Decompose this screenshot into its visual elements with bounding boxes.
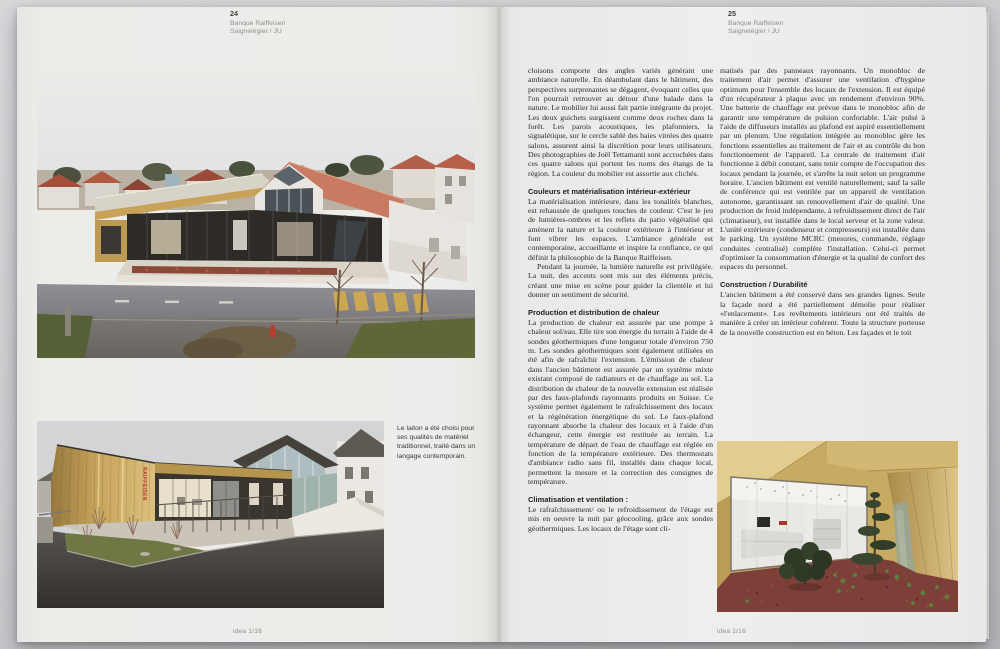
page-stack-edges [986,12,989,639]
page-footer-left: idea 1/16 [233,628,262,635]
project-title: Banque Raiffeisen [230,19,286,27]
page-number: 24 [230,9,238,18]
section-heading: Production et distribution de chaleur [528,308,660,317]
page-footer-right: idea 1/16 [717,628,746,635]
project-location: Saignelégier / JU [728,28,780,36]
monitor [757,517,770,527]
page-24 [17,7,498,642]
magazine-spread [17,7,986,642]
photo-bank-street-view [37,70,475,358]
section-heading: Couleurs et matérialisation intérieur-extérieur [528,186,691,196]
photo-caption: Le laiton a été choisi pour ses qualités de matériel traditionnel, traité dans un langage contemporain. [397,425,476,460]
raiffeisen-sign-text: RAIFFEISEN [141,467,147,501]
paragraph: Le rafraîchissement/ ou le refroidissement de l'étage est mis en oeuvre la nuit par géocooling, grâce aux sondes géothermiques. Les locaux de l'étage sont cli- [528,504,713,533]
paragraph: L'ancien bâtiment a été conservé dans ses grandes lignes. Seule la façade nord a été partiellement démolie pour réaliser «l'enlacement». Les revêtements intérieurs ont été traités de manière à créer un intérieur cohérent. Toute la structure porteuse de la nouvelle construction est en béton. Les façades et le toit [720,290,925,337]
section-heading: Climatisation et ventilation : [528,494,629,504]
text-column-2 [720,66,925,444]
project-title: Banque Raiffeisen [728,19,784,27]
paragraph: Pendant la journée, la lumière naturelle est privilégiée. La nuit, des accents sont mis sur des éléments précis, créant une mise en scène pour guider la clientèle et lui donner un sentiment de sécurité. [528,262,713,300]
page-25 [498,7,986,642]
page-header-left [230,10,285,37]
page-header-right [728,10,783,37]
page-number: 25 [728,9,736,18]
text-column-1 [528,66,713,622]
paragraph: La production de chaleur est assurée par une pompe à chaleur sol/eau. Elle tire son énergie du terrain à l'aide de 4 sondes géothermiques d'une longueur totale d'environ 750 m. Les sondes géothermiques sont également utilisées en été afin de rafraîchir l'extension. L'émission de chaleur dans l'ancien bâtiment est assurée par un système mixte existant composé de radiateurs et de chauffage au sol. La distribution de chaleur de la nouvelle extension est réalisée par des faux-plafonds rayonnants produits en Suisse. Ce système permet également le rafraîchissement des locaux et la régénération énergétique du sol. Le faux-plafond rayonnant absorbe la chaleur des locaux et à l'aide d'un échangeur, cette énergie est restituée au terrain. La température de départ de l'eau de chauffage est réglée en fonction de la température extérieure. Des thermostats d'ambiance radio sans fil, installés dans chaque local, permettent la mesure et la correction des consignes de température. [528,318,713,486]
fire-hydrant [270,328,275,337]
paragraph: cloisons comporte des angles variés générant une ambiance naturelle. En déambulant dans le bâtiment, des perspectives surprenantes se dégagent, évoquant celles que l'on pourrait retrouver au détour d'une balade dans la nature. Le mobilier lui aussi fait partie intégrante du projet. Les deux guichets surgissent comme deux roches dans la forêt. Les parois acoustiques, les plafonniers, la signalétique, sur le cercle sablé des baies vitrées des quatre salons, assurent ainsi la discrétion pour leurs utilisateurs. Des photographies de Joël Tettamanti sont accrochées dans ces quatre salons qui portent les noms des étangs de la région. La couleur du mobilier est assortie aux clichés. [528,66,713,178]
paragraph: matisés par des panneaux rayonnants. Un monobloc de traitement d'air permet d'assurer une ventilation d'hygiène optimum pour l'ensemble des locaux de l'extension. Il est équipé d'un récupérateur à plaque avec un rendement d'environ 90%. Une batterie de chauffage est prévue dans le monobloc afin de garantir une température de pulsion confortable. L'air pulsé à l'aide de diffuseurs installés au plafond est aspiré essentiellement par un plenum. Une régulation intégrée au monobloc gère les fonctions essentielles au traitement de l'air et au contrôle du bon fonctionnement de l'appareil. La centrale de traitement d'air fonctionne à débit constant, sans tenir compte de l'occupation des locaux pendant la journée, et s'arrête la nuit selon un programme horaire. L'ancien bâtiment est ventilé naturellement, sauf la salle de conférence qui est ventilée par un appareil de ventilation autonome, garantissant un renouvellement d'air de qualité. Une production de froid indépendante, à refroidissement direct de l'air (climatiseur), est installée dans le local serveur et la zone valeur. L'unité extérieure (condenseur et compresseurs) est installée dans le parking. Un système MCRC (mesures, commande, réglage conduites centralisé) complète l'installation. Celui-ci permet d'optimiser la consommation d'énergie et la qualité de confort des espaces du personnel. [720,66,925,272]
photo-brass-facade [37,421,384,608]
photo-patio-courtyard [717,441,958,612]
paragraph: La matérialisation intérieure, dans les tonalités blanches, est rehaussée de quelques touches de couleur. C'est le jeu de lumières-ombres et les reflets du patio végétalisé qui amènent la nature et la couleur extérieure à l'intérieur et font vibrer les espaces. L'ambiance générale est contemporaine, accueillante et inspire la confiance, ce qui définit la philosophie de la Banque Raiffeisen. [528,196,713,262]
section-heading: Construction / Durabilité [720,280,808,290]
project-location: Saignelégier / JU [230,28,282,36]
